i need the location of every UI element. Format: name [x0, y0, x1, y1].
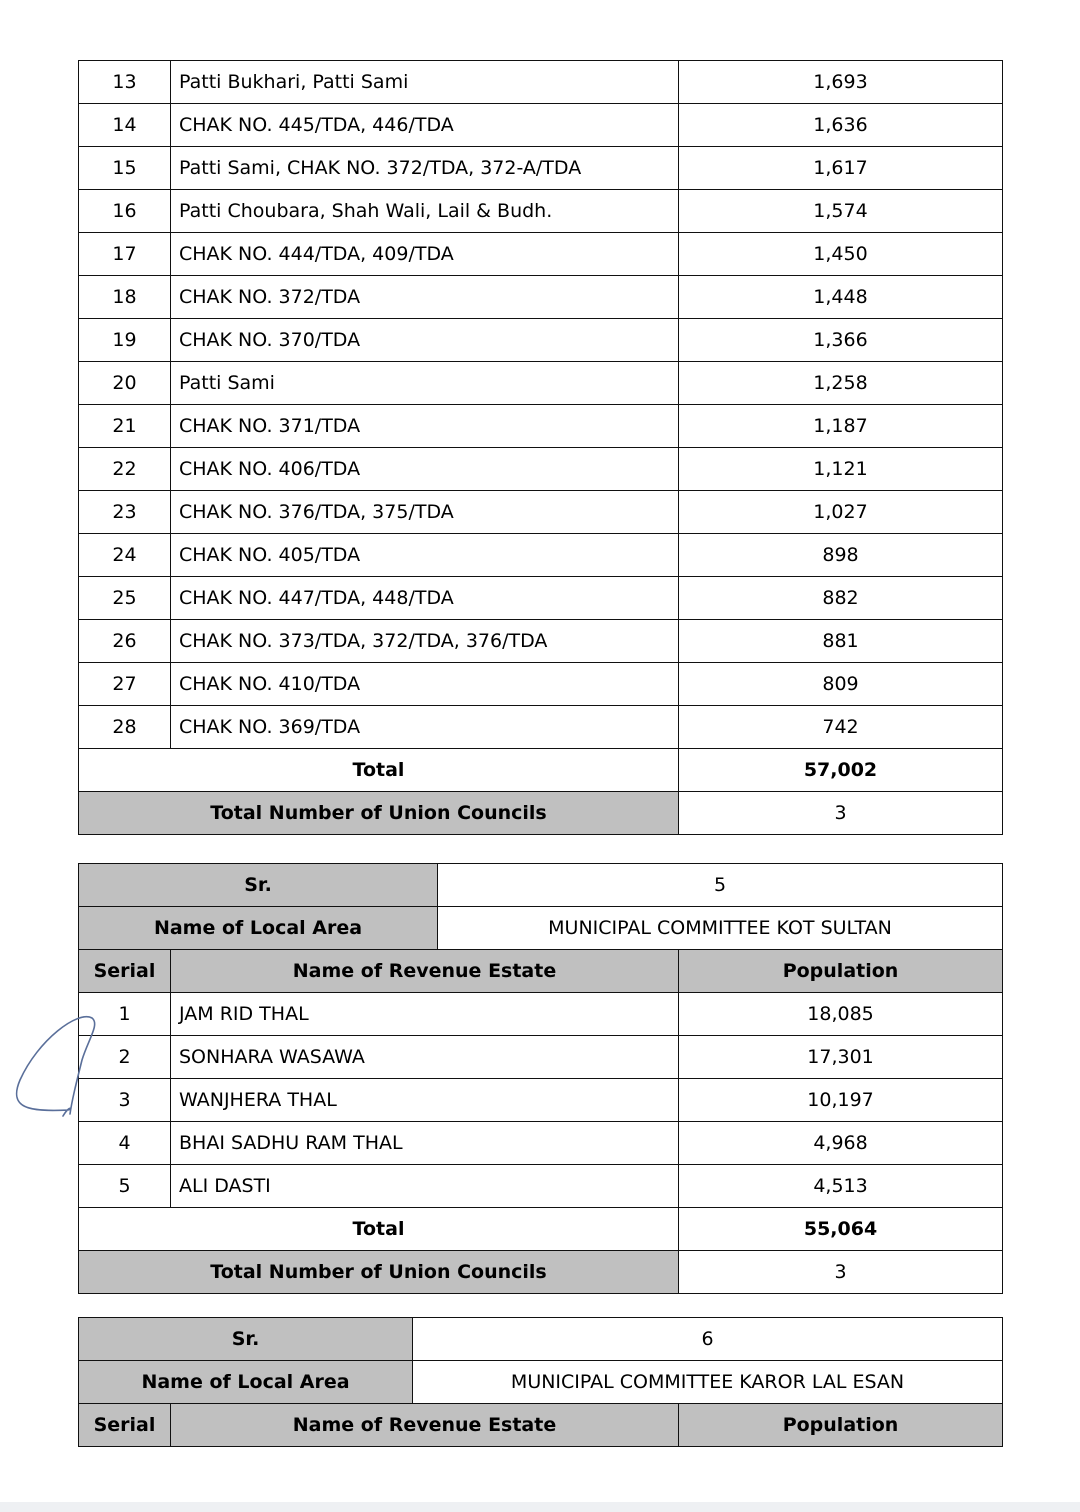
- total-value: 55,064: [679, 1208, 1003, 1251]
- table-row: [79, 1165, 1003, 1208]
- table-row: [79, 61, 1003, 104]
- population-cell: 10,197: [679, 1079, 1003, 1122]
- population-cell: 1,121: [679, 448, 1003, 491]
- header-estate: Name of Revenue Estate: [171, 950, 679, 993]
- population-cell: 1,366: [679, 319, 1003, 362]
- local-area-table-5: [78, 863, 1003, 1294]
- estate-name-cell: CHAK NO. 444/TDA, 409/TDA: [171, 233, 679, 276]
- serial-cell: 21: [79, 405, 171, 448]
- union-councils-value: 3: [679, 792, 1003, 835]
- local-area-row: [79, 907, 1003, 950]
- local-area-label: Name of Local Area: [79, 907, 438, 950]
- header-population: Population: [679, 950, 1003, 993]
- estate-name-cell: CHAK NO. 369/TDA: [171, 706, 679, 749]
- serial-cell: 19: [79, 319, 171, 362]
- header-serial: Serial: [79, 950, 171, 993]
- population-cell: 742: [679, 706, 1003, 749]
- population-cell: 1,693: [679, 61, 1003, 104]
- revenue-estates-table-continued: [78, 60, 1003, 835]
- header-estate: Name of Revenue Estate: [171, 1404, 679, 1447]
- serial-cell: 26: [79, 620, 171, 663]
- local-area-value: MUNICIPAL COMMITTEE KAROR LAL ESAN: [413, 1361, 1003, 1404]
- table-row: [79, 1122, 1003, 1165]
- estate-name-cell: CHAK NO. 447/TDA, 448/TDA: [171, 577, 679, 620]
- serial-cell: 3: [79, 1079, 171, 1122]
- column-header-row: [79, 950, 1003, 993]
- union-councils-value: 3: [679, 1251, 1003, 1294]
- serial-cell: 18: [79, 276, 171, 319]
- sr-row: [79, 1318, 1003, 1361]
- population-cell: 1,187: [679, 405, 1003, 448]
- sr-value: 6: [413, 1318, 1003, 1361]
- table-row: [79, 491, 1003, 534]
- column-header-row: [79, 1404, 1003, 1447]
- estate-name-cell: Patti Sami, CHAK NO. 372/TDA, 372-A/TDA: [171, 147, 679, 190]
- table-row: [79, 104, 1003, 147]
- union-councils-label: Total Number of Union Councils: [79, 792, 679, 835]
- table-row: [79, 620, 1003, 663]
- estate-name-cell: SONHARA WASAWA: [171, 1036, 679, 1079]
- table-row: [79, 534, 1003, 577]
- serial-cell: 20: [79, 362, 171, 405]
- population-cell: 1,574: [679, 190, 1003, 233]
- table-row: [79, 190, 1003, 233]
- estate-name-cell: Patti Choubara, Shah Wali, Lail & Budh.: [171, 190, 679, 233]
- table-row: [79, 147, 1003, 190]
- serial-cell: 14: [79, 104, 171, 147]
- population-cell: 1,617: [679, 147, 1003, 190]
- serial-cell: 1: [79, 993, 171, 1036]
- total-row: [79, 749, 1003, 792]
- serial-cell: 13: [79, 61, 171, 104]
- population-cell: 4,513: [679, 1165, 1003, 1208]
- sr-row: [79, 864, 1003, 907]
- estate-name-cell: ALI DASTI: [171, 1165, 679, 1208]
- population-cell: 809: [679, 663, 1003, 706]
- serial-cell: 24: [79, 534, 171, 577]
- serial-cell: 17: [79, 233, 171, 276]
- population-cell: 1,448: [679, 276, 1003, 319]
- local-area-row: [79, 1361, 1003, 1404]
- total-label: Total: [79, 749, 679, 792]
- serial-cell: 16: [79, 190, 171, 233]
- estate-name-cell: Patti Bukhari, Patti Sami: [171, 61, 679, 104]
- total-row: [79, 1208, 1003, 1251]
- table-row: [79, 319, 1003, 362]
- table-body: [79, 61, 1003, 749]
- sr-label: Sr.: [79, 864, 438, 907]
- estate-name-cell: Patti Sami: [171, 362, 679, 405]
- page-bottom-edge: [0, 1502, 1080, 1512]
- header-population: Population: [679, 1404, 1003, 1447]
- local-area-table-6: [78, 1317, 1003, 1447]
- population-cell: 882: [679, 577, 1003, 620]
- population-cell: 1,636: [679, 104, 1003, 147]
- population-cell: 17,301: [679, 1036, 1003, 1079]
- population-cell: 1,450: [679, 233, 1003, 276]
- header-serial: Serial: [79, 1404, 171, 1447]
- table-row: [79, 233, 1003, 276]
- table-row: [79, 577, 1003, 620]
- union-councils-row: [79, 1251, 1003, 1294]
- estate-name-cell: CHAK NO. 406/TDA: [171, 448, 679, 491]
- estate-name-cell: WANJHERA THAL: [171, 1079, 679, 1122]
- table-row: [79, 1036, 1003, 1079]
- table-row: [79, 993, 1003, 1036]
- population-cell: 1,258: [679, 362, 1003, 405]
- population-cell: 4,968: [679, 1122, 1003, 1165]
- estate-name-cell: BHAI SADHU RAM THAL: [171, 1122, 679, 1165]
- sr-value: 5: [438, 864, 1003, 907]
- serial-cell: 15: [79, 147, 171, 190]
- serial-cell: 23: [79, 491, 171, 534]
- table-row: [79, 405, 1003, 448]
- table-row: [79, 706, 1003, 749]
- estate-name-cell: CHAK NO. 370/TDA: [171, 319, 679, 362]
- local-area-value: MUNICIPAL COMMITTEE KOT SULTAN: [438, 907, 1003, 950]
- population-cell: 898: [679, 534, 1003, 577]
- union-councils-label: Total Number of Union Councils: [79, 1251, 679, 1294]
- local-area-label: Name of Local Area: [79, 1361, 413, 1404]
- total-value: 57,002: [679, 749, 1003, 792]
- estate-name-cell: CHAK NO. 410/TDA: [171, 663, 679, 706]
- serial-cell: 28: [79, 706, 171, 749]
- population-cell: 881: [679, 620, 1003, 663]
- serial-cell: 5: [79, 1165, 171, 1208]
- estate-name-cell: JAM RID THAL: [171, 993, 679, 1036]
- estate-name-cell: CHAK NO. 376/TDA, 375/TDA: [171, 491, 679, 534]
- estate-name-cell: CHAK NO. 445/TDA, 446/TDA: [171, 104, 679, 147]
- table-row: [79, 663, 1003, 706]
- population-cell: 1,027: [679, 491, 1003, 534]
- table-row: [79, 276, 1003, 319]
- serial-cell: 27: [79, 663, 171, 706]
- total-label: Total: [79, 1208, 679, 1251]
- serial-cell: 22: [79, 448, 171, 491]
- population-cell: 18,085: [679, 993, 1003, 1036]
- serial-cell: 25: [79, 577, 171, 620]
- union-councils-row: [79, 792, 1003, 835]
- estate-name-cell: CHAK NO. 405/TDA: [171, 534, 679, 577]
- serial-cell: 2: [79, 1036, 171, 1079]
- estate-name-cell: CHAK NO. 373/TDA, 372/TDA, 376/TDA: [171, 620, 679, 663]
- table-body: [79, 993, 1003, 1208]
- estate-name-cell: CHAK NO. 371/TDA: [171, 405, 679, 448]
- estate-name-cell: CHAK NO. 372/TDA: [171, 276, 679, 319]
- sr-label: Sr.: [79, 1318, 413, 1361]
- table-row: [79, 448, 1003, 491]
- serial-cell: 4: [79, 1122, 171, 1165]
- table-row: [79, 1079, 1003, 1122]
- table-row: [79, 362, 1003, 405]
